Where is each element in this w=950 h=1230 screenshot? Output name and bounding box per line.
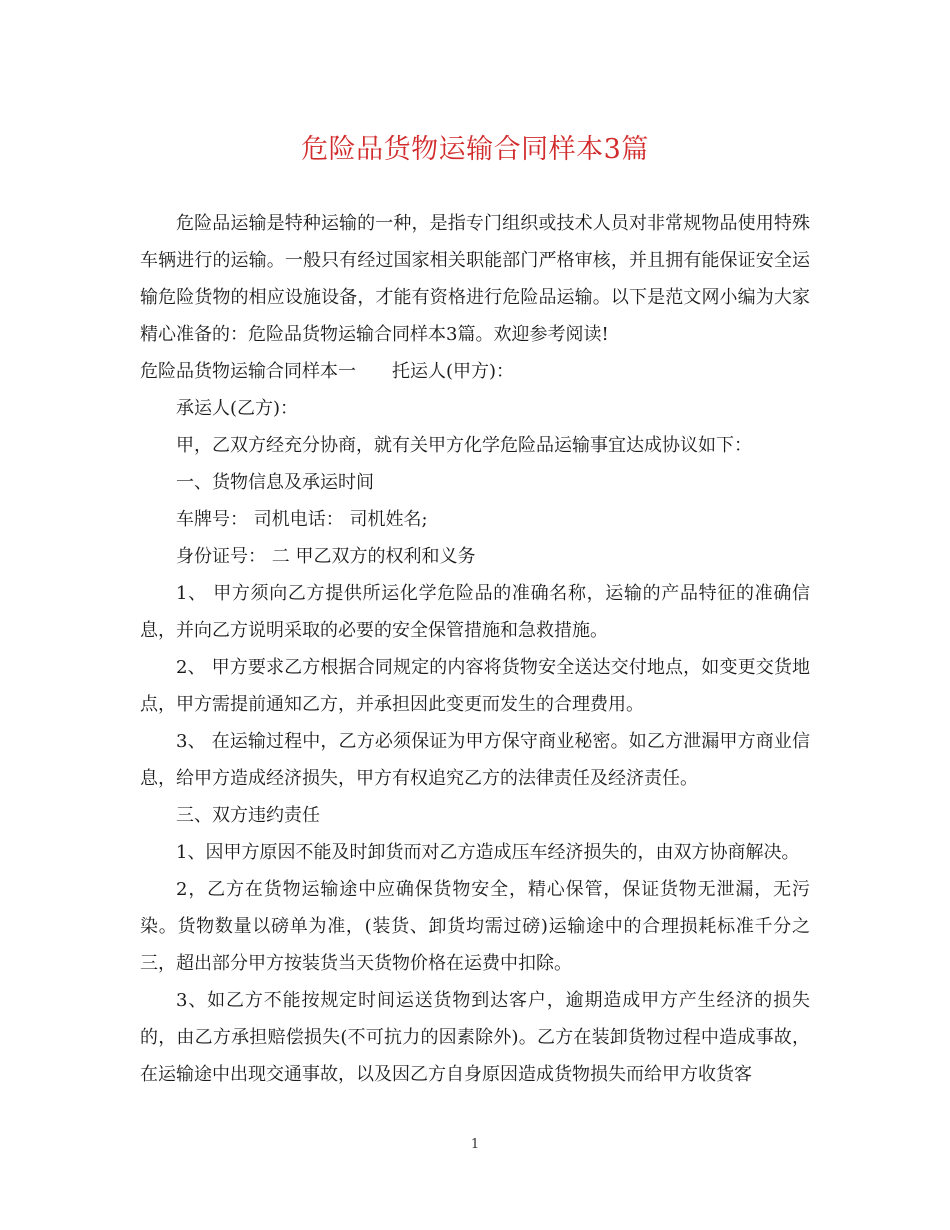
id-number-line: 身份证号： 二 甲乙双方的权利和义务 [176,546,476,567]
liability-clause-1: 1、因甲方原因不能及时卸货而对乙方造成压车经济损失的，由双方协商解决。 [176,842,800,863]
agreement-intro: 甲，乙双方经充分协商，就有关甲方化学危险品运输事宜达成协议如下： [176,435,752,456]
document-body [140,205,810,1093]
clause-3: 3、 在运输过程中，乙方必须保证为甲方保守商业秘密。如乙方泄漏甲方商业信息，给甲方造成经济损失，甲方有权追究乙方的法律责任及经济责任。 [140,731,810,789]
contract-heading-line: 危险品货物运输合同样本一 托运人(甲方)： [140,361,515,382]
intro-paragraph: 危险品运输是特种运输的一种，是指专门组织或技术人员对非常规物品使用特殊车辆进行的运输。一般只有经过国家相关职能部门严格审核，并且拥有能保证安全运输危险货物的相应设施设备，才能有资格进行危险品运输。以下是范文网小编为大家精心准备的：危险品货物运输合同样本3篇。欢迎参考阅读! [140,213,810,345]
liability-clause-2: 2，乙方在货物运输途中应确保货物安全，精心保管，保证货物无泄漏，无污染。货物数量以磅单为准，(装货、卸货均需过磅)运输途中的合理损耗标准千分之三，超出部分甲方按装货当天货物价格在运费中扣除。 [140,879,810,974]
document-title: 危险品货物运输合同样本3篇 [301,134,649,165]
liability-clause-3: 3、如乙方不能按规定时间运送货物到达客户，逾期造成甲方产生经济的损失的，由乙方承担赔偿损失(不可抗力的因素除外)。乙方在装卸货物过程中造成事故，在运输途中出现交通事故，以及因乙方自身原因造成货物损失而给甲方收货客 [140,990,810,1085]
section-heading-cargo-info: 一、货物信息及承运时间 [176,472,374,493]
clause-1: 1、 甲方须向乙方提供所运化学危险品的准确名称，运输的产品特征的准确信息，并向乙方说明采取的必要的安全保管措施和急救措施。 [140,583,810,641]
vehicle-info-line: 车牌号： 司机电话： 司机姓名; [176,509,428,530]
section-heading-liability: 三、双方违约责任 [176,805,320,826]
clause-2: 2、 甲方要求乙方根据合同规定的内容将货物安全送达交付地点，如变更交货地点，甲方需提前通知乙方，并承担因此变更而发生的合理费用。 [140,657,810,715]
carrier-line: 承运人(乙方)： [176,398,299,419]
page-number: 1 [470,1137,480,1152]
